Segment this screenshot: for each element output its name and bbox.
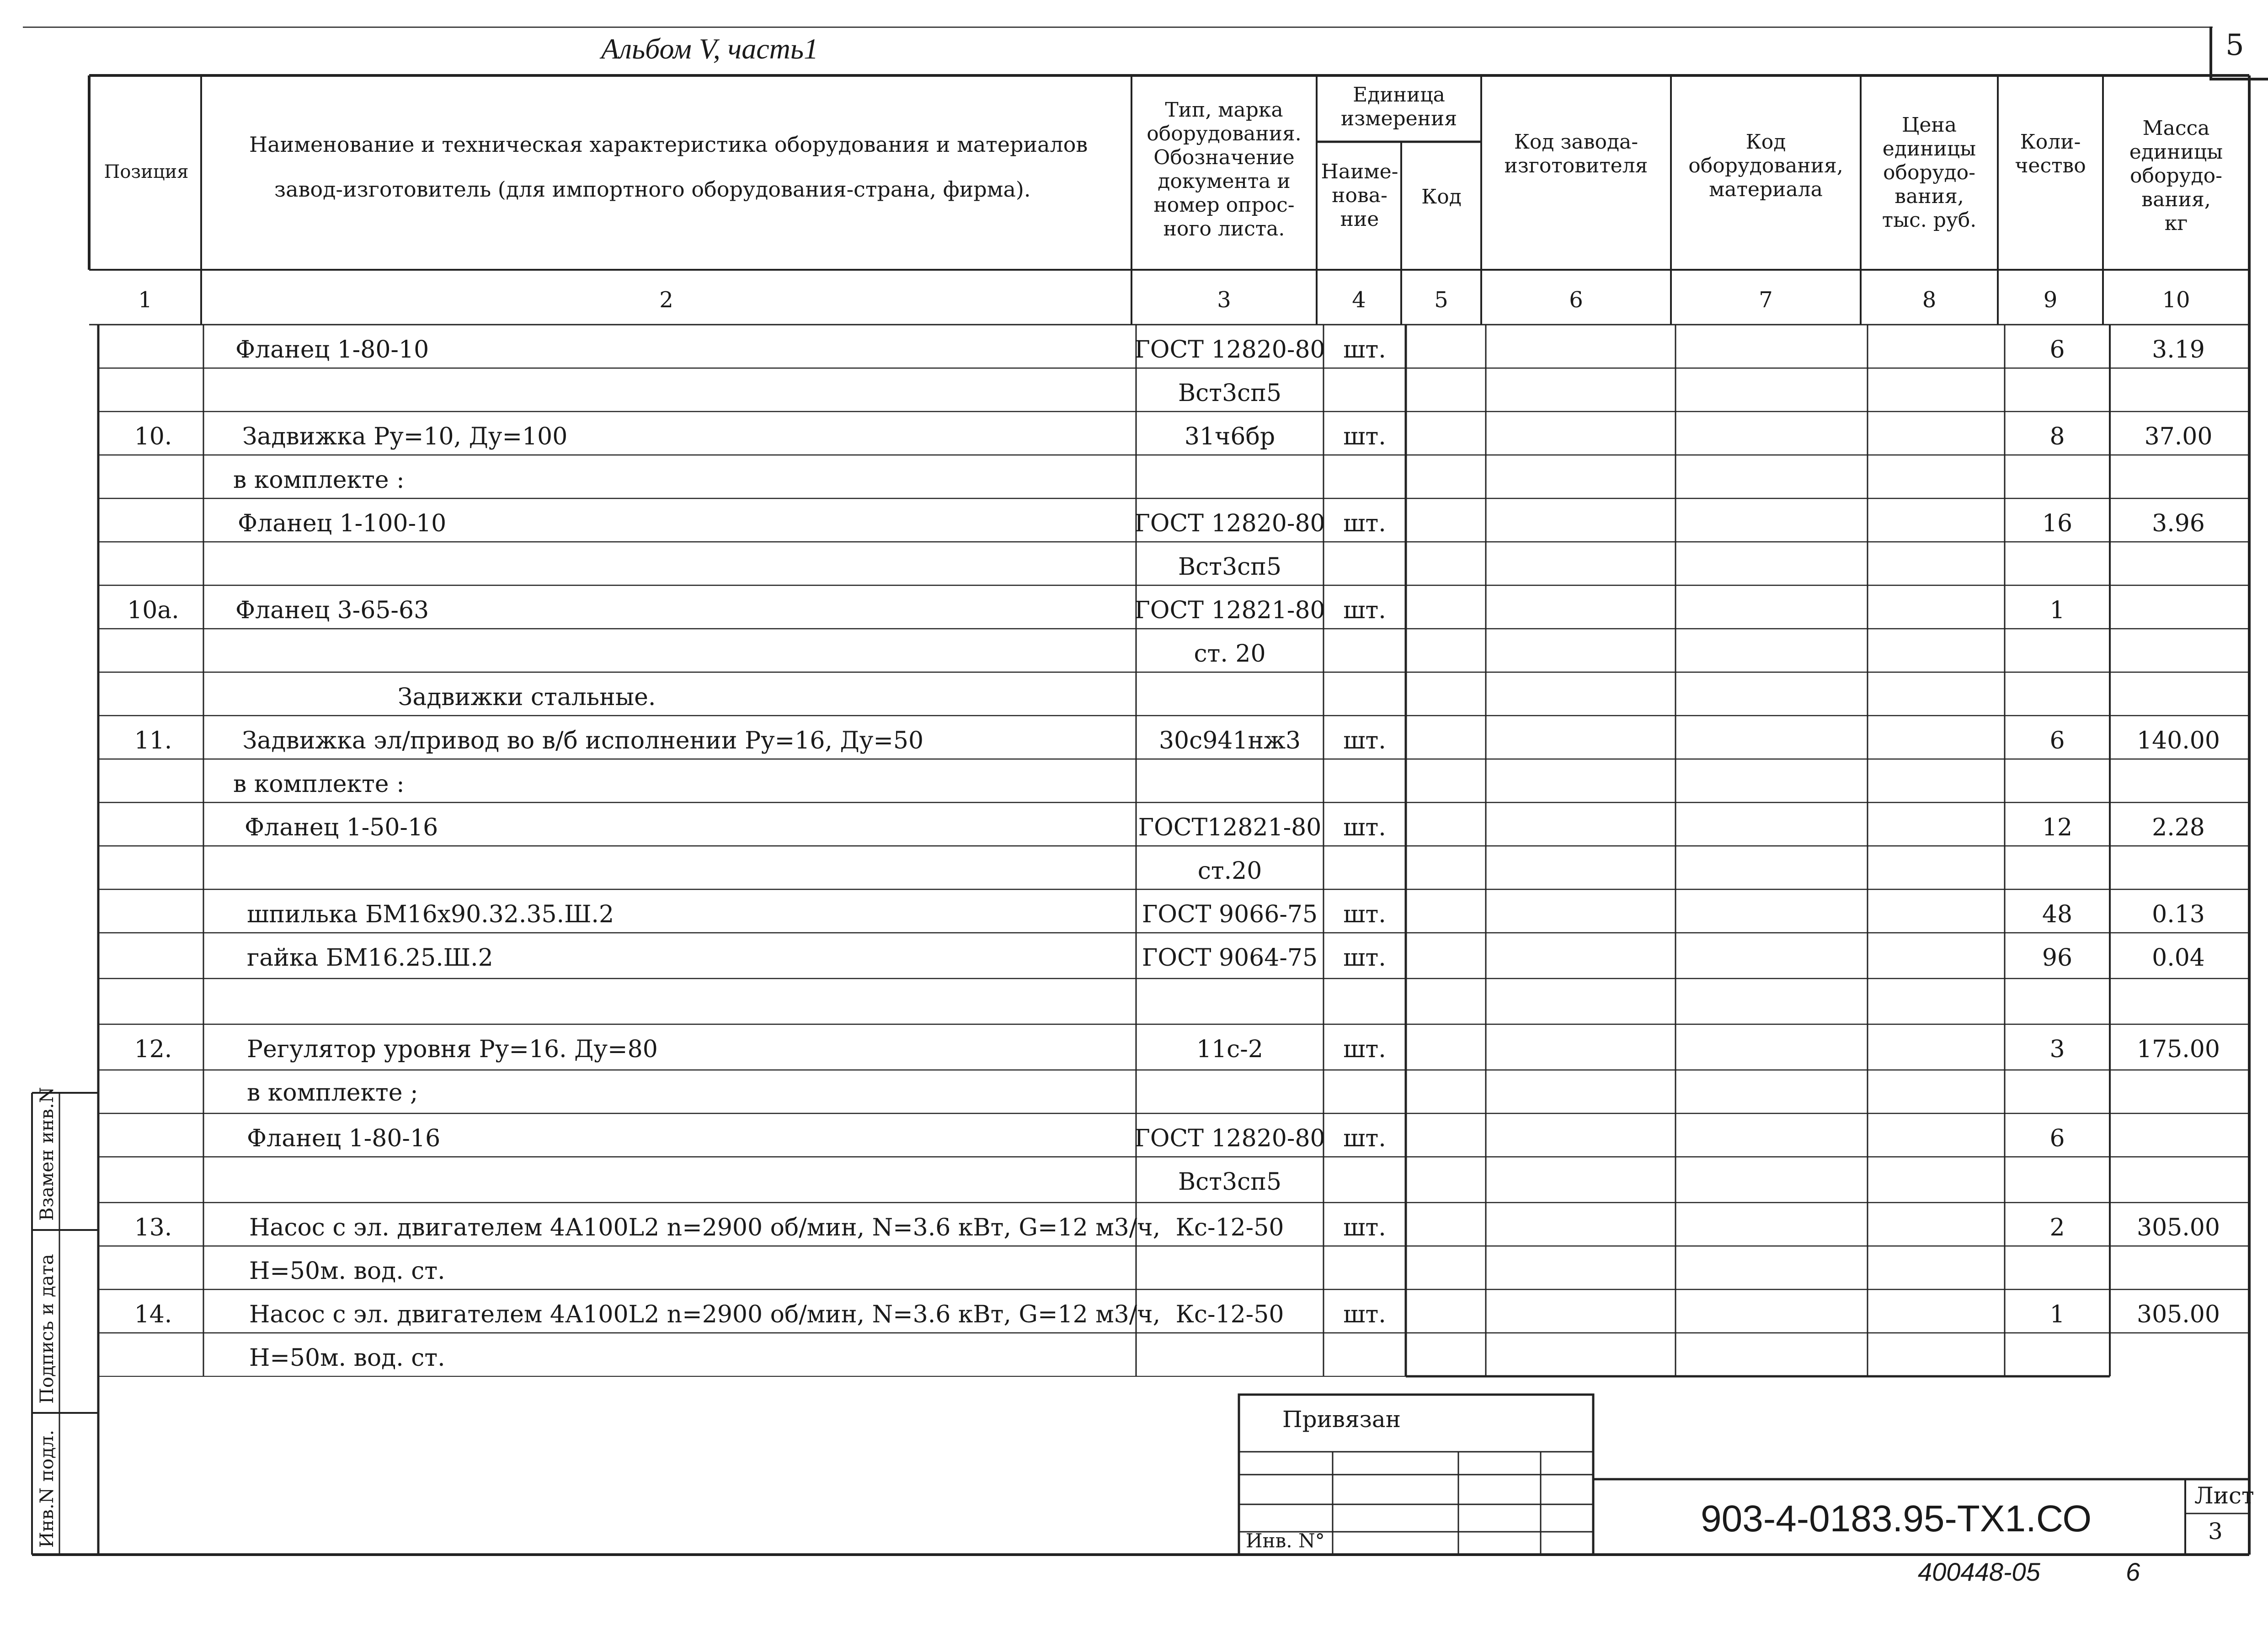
- row-quantity: 3: [2049, 1036, 2065, 1063]
- row-name: в комплекте :: [233, 770, 405, 798]
- row-quantity: 1: [2049, 1301, 2065, 1328]
- album-label: Альбом V, часть1: [601, 32, 818, 65]
- handwritten-reference: 400448-05: [1918, 1557, 2040, 1586]
- row-type: Кс-12-50: [1175, 1214, 1284, 1241]
- row-quantity: 8: [2049, 423, 2065, 450]
- row-name: Задвижка эл/привод во в/б исполнении Ру=16, Ду=50: [242, 727, 924, 754]
- header-quantity: Коли- чество: [2015, 130, 2086, 177]
- row-type: ГОСТ 12820-80: [1134, 1125, 1325, 1152]
- row-quantity: 12: [2042, 814, 2073, 841]
- row-type: ст.20: [1197, 857, 1262, 885]
- row-name: Насос с эл. двигателем 4А100L2 n=2900 об/мин, N=3.6 кВт, G=12 м3/ч,: [249, 1214, 1161, 1241]
- header-material-code: Код оборудования, материала: [1688, 130, 1843, 201]
- row-position: 13.: [134, 1214, 172, 1241]
- handwritten-page: 6: [2126, 1557, 2140, 1586]
- row-type: Вст3сп5: [1178, 380, 1282, 407]
- row-unit: шт.: [1343, 336, 1386, 364]
- col-number-6: 6: [1569, 287, 1583, 313]
- row-name: Регулятор уровня Ру=16. Ду=80: [247, 1036, 658, 1063]
- col-number-4: 4: [1352, 287, 1366, 313]
- col-number-2: 2: [659, 287, 673, 313]
- row-mass: 37.00: [2144, 423, 2213, 450]
- row-mass: 0.04: [2152, 944, 2205, 972]
- row-type: ГОСТ 9064-75: [1142, 944, 1318, 972]
- row-mass: 3.96: [2152, 510, 2205, 537]
- row-unit: шт.: [1343, 1214, 1386, 1241]
- row-position: 10.: [134, 423, 172, 450]
- row-mass: 0.13: [2152, 901, 2205, 928]
- row-name: шпилька БМ16х90.32.35.Ш.2: [247, 901, 614, 928]
- row-type: ГОСТ 12820-80: [1134, 336, 1325, 364]
- stamp-inv-n: Инв. N°: [1246, 1529, 1325, 1552]
- page-number: 5: [2225, 28, 2244, 62]
- header-factory-code: Код завода- изготовителя: [1504, 130, 1648, 177]
- row-unit: шт.: [1343, 814, 1386, 841]
- row-name: Задвижка Ру=10, Ду=100: [242, 423, 568, 450]
- row-quantity: 6: [2049, 336, 2065, 364]
- row-quantity: 48: [2042, 901, 2073, 928]
- row-name: Фланец 1-80-10: [235, 336, 429, 364]
- row-unit: шт.: [1343, 901, 1386, 928]
- row-unit: шт.: [1343, 1301, 1386, 1328]
- col-number-9: 9: [2043, 287, 2058, 313]
- row-mass: 3.19: [2152, 336, 2205, 364]
- row-unit: шт.: [1343, 597, 1386, 624]
- row-mass: 175.00: [2137, 1036, 2220, 1063]
- row-type: 11с-2: [1196, 1036, 1263, 1063]
- sheet-number: 3: [2208, 1518, 2223, 1545]
- header-unit-group: Единица измерения: [1340, 83, 1457, 130]
- row-name: Насос с эл. двигателем 4А100L2 n=2900 об/мин, N=3.6 кВт, G=12 м3/ч,: [249, 1301, 1161, 1328]
- row-name: Фланец 3-65-63: [235, 597, 429, 624]
- row-quantity: 16: [2042, 510, 2073, 537]
- row-type: ст. 20: [1194, 640, 1266, 668]
- document-code: 903-4-0183.95-ТХ1.СО: [1701, 1498, 2092, 1540]
- row-position: 11.: [134, 727, 172, 754]
- header-unit-name: Наиме- нова- ние: [1321, 160, 1398, 231]
- sheet-label: Лист: [2194, 1482, 2254, 1509]
- stamp-privyazan: Привязан: [1282, 1406, 1401, 1433]
- row-position: 12.: [134, 1036, 172, 1063]
- row-position: 14.: [134, 1301, 172, 1328]
- header-unit-code: Код: [1421, 185, 1462, 209]
- row-mass: 305.00: [2137, 1214, 2220, 1241]
- row-type: ГОСТ12821-80: [1138, 814, 1322, 841]
- row-type: ГОСТ 12821-80: [1134, 597, 1325, 624]
- header-name-line1: Наименование и техническая характеристика оборудования и материалов: [249, 132, 1088, 157]
- side-label-vzamen: Взамен инв.N: [37, 1087, 58, 1221]
- row-name: Фланец 1-80-16: [247, 1125, 441, 1152]
- row-type: Вст3сп5: [1178, 553, 1282, 581]
- row-quantity: 1: [2049, 597, 2065, 624]
- col-number-10: 10: [2162, 287, 2190, 313]
- row-type: Кс-12-50: [1175, 1301, 1284, 1328]
- row-unit: шт.: [1343, 727, 1386, 754]
- header-price: Цена единицы оборудо- вания, тыс. руб.: [1882, 113, 1977, 232]
- side-label-podpis: Подпись и дата: [37, 1254, 58, 1404]
- row-type: Вст3сп5: [1178, 1168, 1282, 1196]
- col-number-1: 1: [138, 287, 152, 313]
- row-unit: шт.: [1343, 1125, 1386, 1152]
- side-label-inv: Инв.N подл.: [37, 1430, 58, 1548]
- row-mass: 2.28: [2152, 814, 2205, 841]
- col-number-7: 7: [1759, 287, 1773, 313]
- row-quantity: 96: [2042, 944, 2073, 972]
- row-quantity: 2: [2049, 1214, 2065, 1241]
- row-type: 31ч6бр: [1184, 423, 1275, 450]
- row-name: гайка БМ16.25.Ш.2: [247, 944, 493, 972]
- header-name-line2: завод-изготовитель (для импортного оборудования-страна, фирма).: [274, 177, 1031, 202]
- header-mass: Масса единицы оборудо- вания, кг: [2129, 117, 2223, 235]
- col-number-3: 3: [1217, 287, 1231, 313]
- row-type: ГОСТ 9066-75: [1142, 901, 1318, 928]
- row-name: Фланец 1-50-16: [245, 814, 438, 841]
- row-name: Фланец 1-100-10: [238, 510, 447, 537]
- row-unit: шт.: [1343, 1036, 1386, 1063]
- row-mass: 305.00: [2137, 1301, 2220, 1328]
- row-name: в комплекте :: [233, 466, 405, 494]
- row-unit: шт.: [1343, 944, 1386, 972]
- row-unit: шт.: [1343, 423, 1386, 450]
- col-number-5: 5: [1434, 287, 1448, 313]
- row-name: Н=50м. вод. ст.: [249, 1344, 445, 1372]
- header-type: Тип, марка оборудования. Обозначение документа и номер опрос- ного листа.: [1147, 98, 1302, 241]
- row-quantity: 6: [2049, 1125, 2065, 1152]
- row-name: в комплекте ;: [247, 1079, 418, 1107]
- row-type: ГОСТ 12820-80: [1134, 510, 1325, 537]
- row-type: 30с941нж3: [1158, 727, 1301, 754]
- row-position: 10а.: [127, 597, 179, 624]
- row-quantity: 6: [2049, 727, 2065, 754]
- row-mass: 140.00: [2137, 727, 2220, 754]
- header-position: Позиция: [104, 161, 189, 182]
- row-unit: шт.: [1343, 510, 1386, 537]
- row-name: Н=50м. вод. ст.: [249, 1257, 445, 1285]
- row-name: Задвижки стальные.: [398, 684, 656, 711]
- col-number-8: 8: [1922, 287, 1937, 313]
